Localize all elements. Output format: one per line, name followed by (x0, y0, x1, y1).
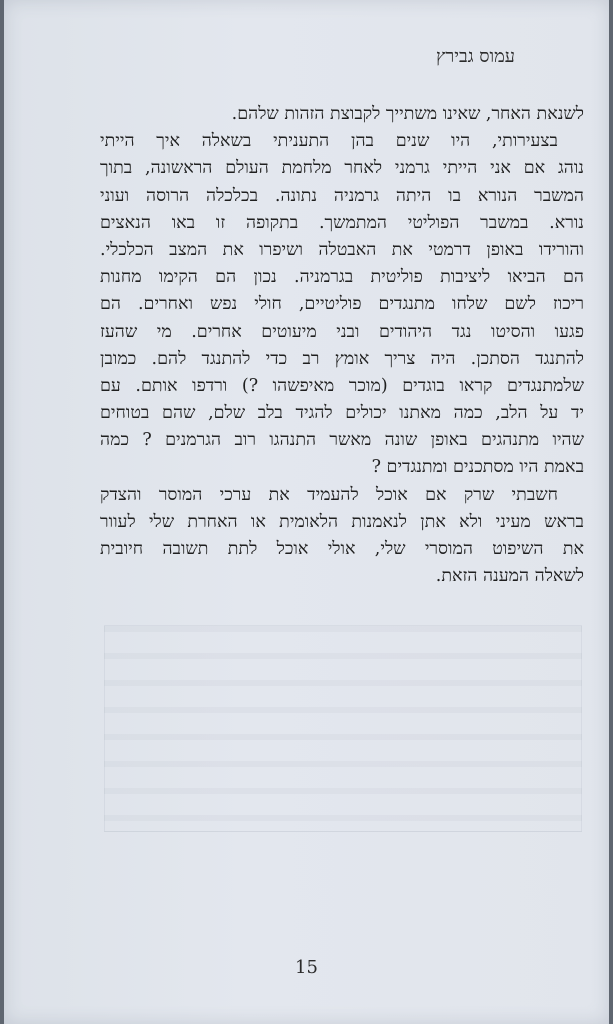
text-line: לשנאת האחר, שאינו משתייך לקבוצת הזהות שלהם. (231, 104, 584, 124)
text-line: נוהג אם אני הייתי גרמני לאחר מלחמת העולם הראשונה, בתוך (100, 158, 584, 179)
book-page (4, 0, 609, 1024)
text-line: בצעירותי, היו שנים בהן התעניתי בשאלה איך הייתי (100, 131, 558, 152)
text-line: לשאלה המענה הזאת. (435, 566, 584, 587)
text-line: ריכוז לשם שלחו מתנגדים פוליטיים, חולי נפש ואחרים. הם (100, 294, 584, 315)
text-line: שהיו מתנהגים באופן שונה מאשר התנהגו רוב הגרמנים ? כמה (100, 430, 584, 451)
show-through-text (104, 625, 582, 832)
text-line: והורידו באופן דרמטי את האבטלה ושיפרו את המצב הכלכלי. (100, 239, 584, 260)
page-number: 15 (295, 957, 318, 978)
text-line: חשבתי שרק אם אוכל להעמיד את ערכי המוסר והצדק (100, 484, 558, 505)
text-line: הם הביאו ליציבות פוליטית בגרמניה. נכון הם הקימו מחנות (100, 267, 584, 288)
text-line: את השיפוט המוסרי שלי, אולי אוכל לתת תשובה חיובית (100, 539, 584, 559)
body-text (100, 101, 584, 590)
text-line: יד על הלב, כמה מאתנו יכולים להגיד בלב שלם, שהם בטוחים (100, 403, 584, 424)
text-line: באמת היו מסתכנים ומתנגדים ? (371, 457, 584, 478)
text-line: בראש מעיני ולא אתן לנאמנות הלאומית או האחרת שלי לעוור (100, 511, 584, 532)
text-line: נורא. במשבר הפוליטי המתמשך. בתקופה זו באו הנאצים (100, 212, 584, 233)
text-line: פגעו והסיטו נגד היהודים ובני מיעוטים אחרים. מי שהעז (100, 321, 584, 342)
running-head-author: עמוס גבירץ (436, 46, 515, 67)
text-line: להתנגד הסתכן. היה צריך אומץ רב כדי להתנגד להם. כמובן (100, 348, 584, 369)
text-line: שלמתנגדים קראו בוגדים (מוכר מאיפשהו ?) ורדפו אותם. עם (100, 375, 584, 396)
text-line: המשבר הנורא בו היתה גרמניה נתונה. בכלכלה הרוסה ועוני (100, 185, 584, 206)
